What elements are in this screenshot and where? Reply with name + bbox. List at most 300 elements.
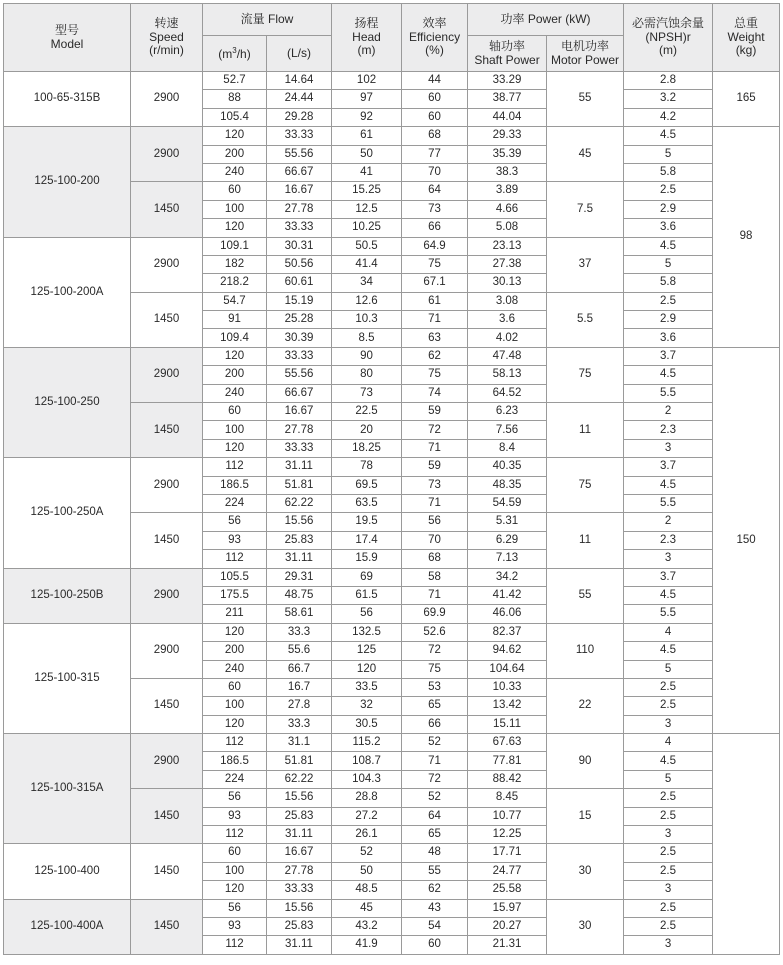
cell-npsh: 2.5 [624, 182, 713, 200]
cell-npsh: 2.8 [624, 72, 713, 90]
cell-shaft-power: 23.13 [468, 237, 547, 255]
cell-flow-ls: 33.33 [267, 347, 332, 365]
cell-shaft-power: 30.13 [468, 274, 547, 292]
cell-efficiency: 67.1 [402, 274, 468, 292]
cell-speed: 2900 [131, 734, 203, 789]
cell-head: 15.25 [332, 182, 402, 200]
cell-flow-ls: 25.83 [267, 807, 332, 825]
cell-efficiency: 54 [402, 917, 468, 935]
cell-head: 10.3 [332, 311, 402, 329]
cell-efficiency: 62 [402, 881, 468, 899]
cell-efficiency: 73 [402, 200, 468, 218]
cell-head: 73 [332, 384, 402, 402]
cell-weight: 165 [713, 72, 780, 127]
table-row [4, 127, 780, 145]
cell-flow-ls: 31.11 [267, 826, 332, 844]
header-npsh-unit: (m) [659, 43, 678, 58]
header-efficiency-unit: (%) [425, 43, 444, 58]
header-weight [713, 4, 780, 72]
cell-npsh: 3 [624, 936, 713, 954]
table-row [4, 347, 780, 365]
cell-npsh: 3.6 [624, 329, 713, 347]
cell-npsh: 3 [624, 715, 713, 733]
cell-head: 78 [332, 458, 402, 476]
cell-shaft-power: 15.97 [468, 899, 547, 917]
cell-head: 132.5 [332, 623, 402, 641]
cell-efficiency: 43 [402, 899, 468, 917]
cell-efficiency: 74 [402, 384, 468, 402]
cell-speed: 1450 [131, 789, 203, 844]
cell-efficiency: 60 [402, 108, 468, 126]
cell-flow-ls: 25.83 [267, 917, 332, 935]
cell-flow-m3h: 211 [203, 605, 267, 623]
cell-head: 61 [332, 127, 402, 145]
cell-flow-ls: 15.56 [267, 513, 332, 531]
cell-flow-m3h: 112 [203, 936, 267, 954]
cell-flow-ls: 31.11 [267, 458, 332, 476]
cell-npsh: 5.5 [624, 605, 713, 623]
cell-flow-ls: 62.22 [267, 494, 332, 512]
header-weight-zh: 总重 [734, 15, 759, 30]
header-efficiency-zh: 效率 [422, 15, 447, 30]
cell-npsh: 3.6 [624, 219, 713, 237]
cell-flow-ls: 51.81 [267, 476, 332, 494]
cell-flow-ls: 48.75 [267, 586, 332, 604]
cell-flow-ls: 27.78 [267, 862, 332, 880]
cell-motor-power: 45 [547, 127, 624, 182]
header-speed-zh: 转速 [154, 15, 179, 30]
header-npsh [624, 4, 713, 72]
cell-shaft-power: 38.3 [468, 163, 547, 181]
cell-efficiency: 66 [402, 715, 468, 733]
cell-head: 102 [332, 72, 402, 90]
cell-head: 108.7 [332, 752, 402, 770]
cell-model: 125-100-315 [4, 623, 131, 733]
cell-flow-ls: 33.3 [267, 715, 332, 733]
cell-head: 15.9 [332, 550, 402, 568]
cell-flow-ls: 15.19 [267, 292, 332, 310]
cell-flow-ls: 33.33 [267, 127, 332, 145]
cell-efficiency: 70 [402, 531, 468, 549]
cell-motor-power: 55 [547, 72, 624, 127]
cell-head: 120 [332, 660, 402, 678]
cell-shaft-power: 104.64 [468, 660, 547, 678]
cell-flow-m3h: 200 [203, 145, 267, 163]
cell-flow-ls: 66.67 [267, 384, 332, 402]
cell-efficiency: 70 [402, 163, 468, 181]
cell-shaft-power: 25.58 [468, 881, 547, 899]
cell-efficiency: 64 [402, 807, 468, 825]
cell-npsh: 4 [624, 734, 713, 752]
cell-speed: 1450 [131, 678, 203, 733]
cell-flow-ls: 31.11 [267, 550, 332, 568]
cell-head: 41.9 [332, 936, 402, 954]
cell-shaft-power: 29.33 [468, 127, 547, 145]
cell-flow-ls: 55.56 [267, 366, 332, 384]
cell-efficiency: 65 [402, 826, 468, 844]
cell-flow-ls: 25.83 [267, 531, 332, 549]
cell-shaft-power: 38.77 [468, 90, 547, 108]
cell-head: 92 [332, 108, 402, 126]
cell-flow-m3h: 200 [203, 366, 267, 384]
cell-flow-ls: 50.56 [267, 255, 332, 273]
cell-speed: 1450 [131, 403, 203, 458]
cell-model: 125-100-200 [4, 127, 131, 237]
table-row [4, 844, 780, 862]
cell-npsh: 3.7 [624, 347, 713, 365]
cell-shaft-power: 41.42 [468, 586, 547, 604]
cell-flow-m3h: 56 [203, 789, 267, 807]
cell-head: 19.5 [332, 513, 402, 531]
cell-efficiency: 62 [402, 347, 468, 365]
cell-npsh: 2.9 [624, 311, 713, 329]
cell-efficiency: 75 [402, 255, 468, 273]
cell-motor-power: 75 [547, 458, 624, 513]
header-motor-power [547, 36, 624, 72]
cell-motor-power: 7.5 [547, 182, 624, 237]
cell-shaft-power: 54.59 [468, 494, 547, 512]
cell-flow-ls: 33.33 [267, 881, 332, 899]
cell-flow-m3h: 60 [203, 403, 267, 421]
cell-speed: 1450 [131, 182, 203, 237]
cell-flow-m3h: 56 [203, 513, 267, 531]
cell-flow-ls: 16.67 [267, 182, 332, 200]
cell-npsh: 3 [624, 439, 713, 457]
cell-npsh: 5 [624, 770, 713, 788]
table-row [4, 899, 780, 917]
cell-shaft-power: 12.25 [468, 826, 547, 844]
cell-npsh: 2.5 [624, 789, 713, 807]
cell-flow-ls: 14.64 [267, 72, 332, 90]
cell-flow-m3h: 60 [203, 844, 267, 862]
cell-efficiency: 71 [402, 439, 468, 457]
cell-efficiency: 64 [402, 182, 468, 200]
cell-flow-ls: 66.7 [267, 660, 332, 678]
cell-shaft-power: 3.08 [468, 292, 547, 310]
cell-shaft-power: 24.77 [468, 862, 547, 880]
header-power: 功率 Power (kW) [468, 4, 624, 36]
cell-shaft-power: 67.63 [468, 734, 547, 752]
cell-flow-ls: 15.56 [267, 789, 332, 807]
cell-npsh: 4.5 [624, 127, 713, 145]
cell-head: 69.5 [332, 476, 402, 494]
cell-flow-m3h: 105.4 [203, 108, 267, 126]
cell-head: 17.4 [332, 531, 402, 549]
cell-head: 50.5 [332, 237, 402, 255]
cell-flow-ls: 27.78 [267, 200, 332, 218]
cell-flow-m3h: 112 [203, 826, 267, 844]
cell-efficiency: 52.6 [402, 623, 468, 641]
header-flow-ls: (L/s) [267, 36, 332, 72]
table-row [4, 72, 780, 90]
header-weight-en: Weight [727, 29, 765, 44]
cell-flow-m3h: 54.7 [203, 292, 267, 310]
header-motor-power-zh: 电机功率 [561, 38, 610, 53]
cell-npsh: 2.5 [624, 862, 713, 880]
cell-flow-ls: 30.39 [267, 329, 332, 347]
cell-head: 33.5 [332, 678, 402, 696]
cell-flow-m3h: 93 [203, 807, 267, 825]
cell-shaft-power: 4.02 [468, 329, 547, 347]
cell-shaft-power: 34.2 [468, 568, 547, 586]
cell-shaft-power: 35.39 [468, 145, 547, 163]
cell-speed: 2900 [131, 237, 203, 292]
cell-head: 12.5 [332, 200, 402, 218]
cell-head: 41 [332, 163, 402, 181]
cell-efficiency: 55 [402, 862, 468, 880]
cell-shaft-power: 7.13 [468, 550, 547, 568]
cell-head: 115.2 [332, 734, 402, 752]
cell-npsh: 4.5 [624, 752, 713, 770]
cell-efficiency: 75 [402, 660, 468, 678]
cell-efficiency: 65 [402, 697, 468, 715]
cell-head: 8.5 [332, 329, 402, 347]
cell-npsh: 3 [624, 826, 713, 844]
cell-motor-power: 90 [547, 734, 624, 789]
cell-efficiency: 72 [402, 421, 468, 439]
cell-model: 125-100-250 [4, 347, 131, 457]
cell-motor-power: 15 [547, 789, 624, 844]
cell-head: 104.3 [332, 770, 402, 788]
cell-flow-ls: 25.28 [267, 311, 332, 329]
cell-flow-ls: 66.67 [267, 163, 332, 181]
cell-shaft-power: 88.42 [468, 770, 547, 788]
cell-shaft-power: 64.52 [468, 384, 547, 402]
cell-motor-power: 5.5 [547, 292, 624, 347]
cell-flow-ls: 31.11 [267, 936, 332, 954]
table-body [4, 72, 780, 955]
cell-shaft-power: 17.71 [468, 844, 547, 862]
table-row [4, 458, 780, 476]
pump-performance-table [3, 3, 780, 955]
cell-motor-power: 22 [547, 678, 624, 733]
cell-npsh: 4.5 [624, 586, 713, 604]
cell-shaft-power: 33.29 [468, 72, 547, 90]
cell-npsh: 5.5 [624, 494, 713, 512]
cell-npsh: 4 [624, 623, 713, 641]
cell-flow-m3h: 240 [203, 384, 267, 402]
cell-head: 97 [332, 90, 402, 108]
cell-npsh: 2 [624, 513, 713, 531]
cell-head: 80 [332, 366, 402, 384]
cell-shaft-power: 3.6 [468, 311, 547, 329]
table-row [4, 568, 780, 586]
cell-shaft-power: 4.66 [468, 200, 547, 218]
cell-flow-m3h: 120 [203, 881, 267, 899]
cell-efficiency: 64.9 [402, 237, 468, 255]
cell-efficiency: 75 [402, 366, 468, 384]
cell-flow-m3h: 105.5 [203, 568, 267, 586]
cell-flow-ls: 62.22 [267, 770, 332, 788]
cell-shaft-power: 8.4 [468, 439, 547, 457]
cell-flow-m3h: 200 [203, 642, 267, 660]
cell-flow-m3h: 120 [203, 127, 267, 145]
cell-motor-power: 11 [547, 403, 624, 458]
cell-speed: 2900 [131, 458, 203, 513]
header-head-unit: (m) [357, 43, 376, 58]
cell-flow-m3h: 120 [203, 219, 267, 237]
cell-shaft-power: 40.35 [468, 458, 547, 476]
cell-shaft-power: 6.29 [468, 531, 547, 549]
cell-npsh: 2.5 [624, 844, 713, 862]
cell-flow-m3h: 88 [203, 90, 267, 108]
cell-head: 48.5 [332, 881, 402, 899]
header-flow-m3h [203, 36, 267, 72]
cell-npsh: 5 [624, 145, 713, 163]
cell-efficiency: 58 [402, 568, 468, 586]
cell-head: 56 [332, 605, 402, 623]
cell-npsh: 2.5 [624, 899, 713, 917]
cell-efficiency: 72 [402, 770, 468, 788]
cell-npsh: 4.5 [624, 476, 713, 494]
cell-flow-m3h: 224 [203, 770, 267, 788]
cell-npsh: 3.7 [624, 568, 713, 586]
header-model-en: Model [50, 36, 84, 51]
cell-shaft-power: 82.37 [468, 623, 547, 641]
cell-flow-m3h: 120 [203, 715, 267, 733]
cell-model: 125-100-400 [4, 844, 131, 899]
header-head-zh: 扬程 [354, 15, 379, 30]
cell-npsh: 2.5 [624, 697, 713, 715]
header-speed-unit: (r/min) [149, 43, 184, 58]
cell-head: 61.5 [332, 586, 402, 604]
cell-flow-m3h: 186.5 [203, 752, 267, 770]
cell-head: 26.1 [332, 826, 402, 844]
cell-flow-m3h: 240 [203, 163, 267, 181]
cell-efficiency: 59 [402, 403, 468, 421]
cell-efficiency: 44 [402, 72, 468, 90]
cell-efficiency: 71 [402, 586, 468, 604]
cell-motor-power: 55 [547, 568, 624, 623]
cell-npsh: 5.8 [624, 274, 713, 292]
cell-model: 125-100-400A [4, 899, 131, 954]
cell-head: 63.5 [332, 494, 402, 512]
cell-model: 125-100-315A [4, 734, 131, 844]
cell-flow-m3h: 109.4 [203, 329, 267, 347]
cell-npsh: 3 [624, 881, 713, 899]
cell-shaft-power: 13.42 [468, 697, 547, 715]
cell-flow-ls: 27.8 [267, 697, 332, 715]
cell-model: 125-100-250A [4, 458, 131, 568]
cell-flow-ls: 31.1 [267, 734, 332, 752]
cell-flow-m3h: 109.1 [203, 237, 267, 255]
cell-flow-m3h: 91 [203, 311, 267, 329]
cell-shaft-power: 6.23 [468, 403, 547, 421]
cell-head: 41.4 [332, 255, 402, 273]
cell-flow-m3h: 186.5 [203, 476, 267, 494]
cell-flow-ls: 55.56 [267, 145, 332, 163]
cell-motor-power: 11 [547, 513, 624, 568]
table-row [4, 623, 780, 641]
cell-shaft-power: 3.89 [468, 182, 547, 200]
header-speed [131, 4, 203, 72]
cell-speed: 1450 [131, 899, 203, 954]
cell-npsh: 4.5 [624, 642, 713, 660]
cell-head: 30.5 [332, 715, 402, 733]
cell-shaft-power: 77.81 [468, 752, 547, 770]
cell-shaft-power: 8.45 [468, 789, 547, 807]
cell-npsh: 2.5 [624, 678, 713, 696]
header-shaft-power-en: Shaft Power [474, 52, 540, 67]
cell-efficiency: 73 [402, 476, 468, 494]
cell-efficiency: 52 [402, 789, 468, 807]
cell-speed: 1450 [131, 513, 203, 568]
cell-model: 100-65-315B [4, 72, 131, 127]
cell-flow-m3h: 120 [203, 439, 267, 457]
cell-flow-m3h: 218.2 [203, 274, 267, 292]
cell-model: 125-100-200A [4, 237, 131, 347]
cell-shaft-power: 20.27 [468, 917, 547, 935]
cell-model: 125-100-250B [4, 568, 131, 623]
cell-flow-m3h: 175.5 [203, 586, 267, 604]
cell-weight: 98 [713, 127, 780, 348]
cell-flow-m3h: 52.7 [203, 72, 267, 90]
header-speed-en: Speed [149, 29, 184, 44]
cell-flow-m3h: 60 [203, 182, 267, 200]
cell-shaft-power: 44.04 [468, 108, 547, 126]
cell-flow-m3h: 100 [203, 862, 267, 880]
header-efficiency-en: Efficiency [408, 29, 461, 44]
cell-speed: 2900 [131, 347, 203, 402]
cell-head: 32 [332, 697, 402, 715]
cell-npsh: 5.8 [624, 163, 713, 181]
cell-flow-ls: 58.61 [267, 605, 332, 623]
cell-head: 125 [332, 642, 402, 660]
table-row [4, 734, 780, 752]
header-model-zh: 型号 [54, 22, 79, 37]
cell-efficiency: 63 [402, 329, 468, 347]
cell-efficiency: 71 [402, 494, 468, 512]
cell-flow-m3h: 112 [203, 458, 267, 476]
cell-head: 18.25 [332, 439, 402, 457]
cell-head: 50 [332, 145, 402, 163]
cell-npsh: 2.5 [624, 807, 713, 825]
cell-flow-m3h: 100 [203, 200, 267, 218]
cell-speed: 2900 [131, 568, 203, 623]
cell-npsh: 3.2 [624, 90, 713, 108]
cell-flow-ls: 33.3 [267, 623, 332, 641]
cell-head: 34 [332, 274, 402, 292]
header-model [4, 4, 131, 72]
cell-npsh: 2.5 [624, 917, 713, 935]
cell-efficiency: 60 [402, 90, 468, 108]
cell-head: 45 [332, 899, 402, 917]
cell-efficiency: 66 [402, 219, 468, 237]
cell-efficiency: 68 [402, 127, 468, 145]
cell-speed: 1450 [131, 844, 203, 899]
header-shaft-power [468, 36, 547, 72]
cell-npsh: 2.3 [624, 421, 713, 439]
cell-flow-m3h: 112 [203, 734, 267, 752]
cell-head: 52 [332, 844, 402, 862]
cell-npsh: 5 [624, 255, 713, 273]
cell-npsh: 4.2 [624, 108, 713, 126]
cell-efficiency: 68 [402, 550, 468, 568]
cell-efficiency: 53 [402, 678, 468, 696]
header-head [332, 4, 402, 72]
cell-speed: 1450 [131, 292, 203, 347]
cell-shaft-power: 5.31 [468, 513, 547, 531]
table-header [4, 4, 780, 72]
cell-flow-ls: 16.67 [267, 403, 332, 421]
cell-shaft-power: 94.62 [468, 642, 547, 660]
cell-npsh: 4.5 [624, 366, 713, 384]
header-head-en: Head [352, 29, 381, 44]
cell-flow-ls: 24.44 [267, 90, 332, 108]
header-motor-power-en: Motor Power [551, 52, 620, 67]
header-npsh-en: (NPSH)r [645, 29, 691, 44]
cell-flow-ls: 60.61 [267, 274, 332, 292]
